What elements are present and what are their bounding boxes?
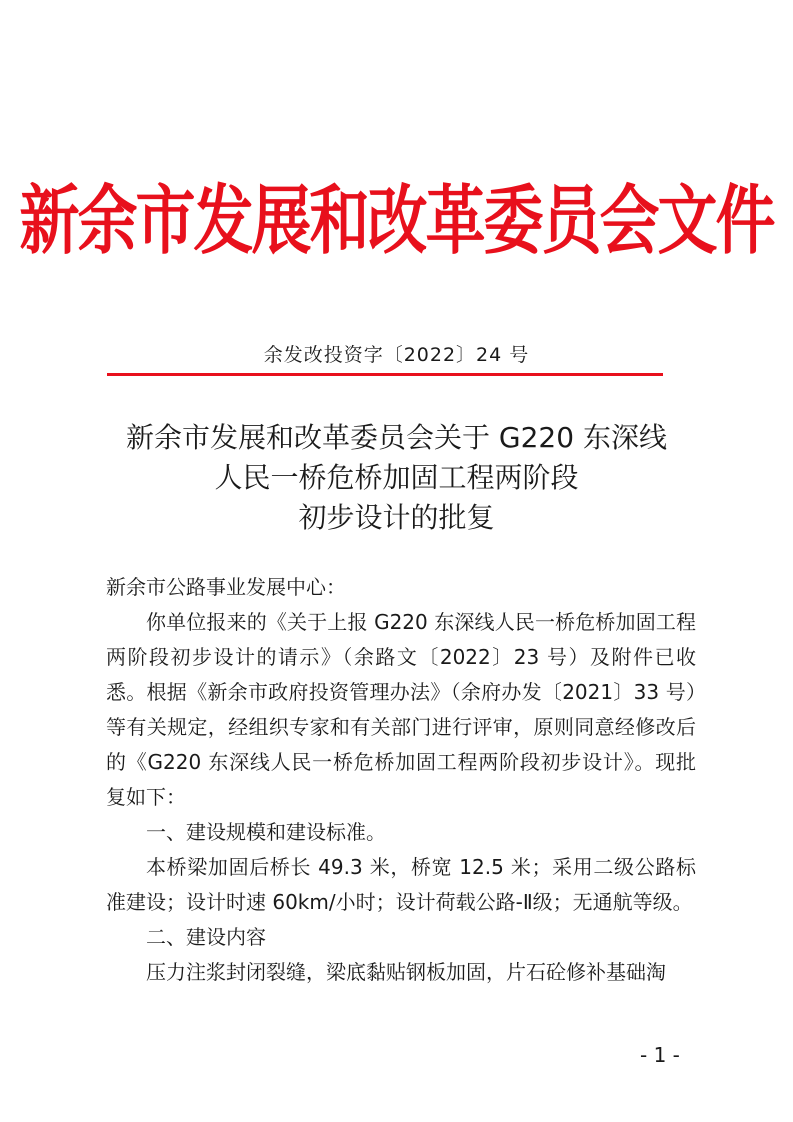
title-line-3: 初步设计的批复 xyxy=(298,501,495,534)
body-paragraph-request: 你单位报来的《关于上报 G220 东深线人民一桥危桥加固工程两阶段初步设计的请示》（余路文〔2022〕23 号）及附件已收悉。根据《新余市政府投资管理办法》（余府办发〔2021〕33 号）等有关规定，经组织专家和有关部门进行评审，原则同意经修改后的《G220 东深线人民一桥危桥加固工程两阶段初步设计》。现批复如下： xyxy=(106,610,696,809)
recipient-line: 新余市公路事业发展中心： xyxy=(106,575,346,599)
body-paragraph-content: 压力注浆封闭裂缝，梁底黏贴钢板加固，片石砼修补基础淘 xyxy=(146,960,666,984)
document-body xyxy=(106,570,696,990)
title-line-1: 新余市发展和改革委员会关于 G220 东深线 xyxy=(126,421,667,454)
title-line-2: 人民一桥危桥加固工程两阶段 xyxy=(214,461,579,494)
document-title xyxy=(0,418,793,538)
body-paragraph-scale: 本桥梁加固后桥长 49.3 米，桥宽 12.5 米；采用二级公路标准建设；设计时速 60km/小时；设计荷载公路-Ⅱ级；无通航等级。 xyxy=(106,855,696,914)
document-number: 余发改投资字〔2022〕24 号 xyxy=(263,344,530,366)
section-heading-scale: 一、建设规模和建设标准。 xyxy=(146,820,386,844)
document-masthead: 新余市发展和改革委员会文件 xyxy=(19,177,774,265)
section-heading-content: 二、建设内容 xyxy=(146,925,266,949)
red-divider-line xyxy=(107,373,663,376)
page-number: - 1 - xyxy=(640,1043,680,1067)
